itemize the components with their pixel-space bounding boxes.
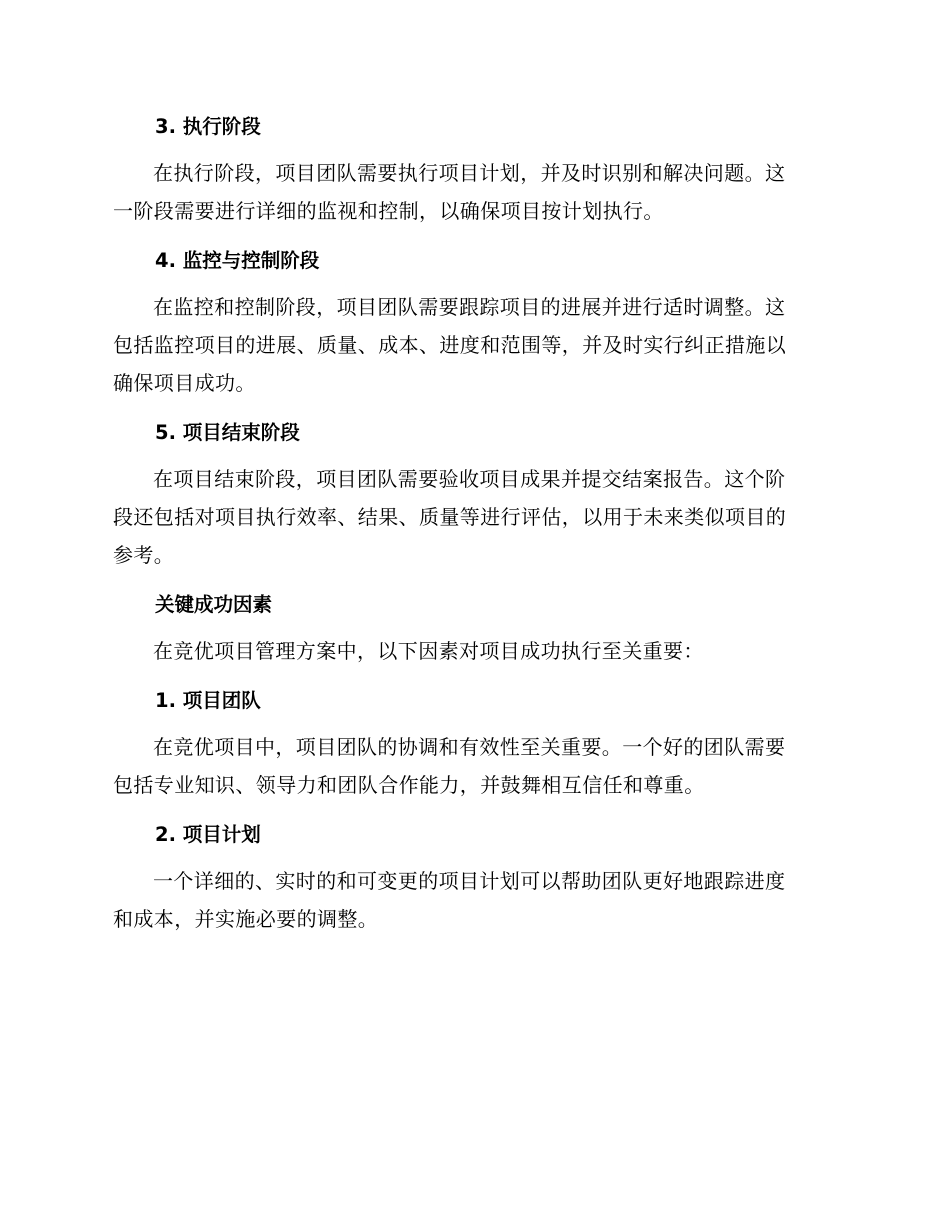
paragraph-line: 在执行阶段，项目团队需要执行项目计划，并及时识别和解决问题。这: [153, 161, 786, 185]
paragraph-line: 包括监控项目的进展、质量、成本、进度和范围等，并及时实行纠正措施以: [113, 333, 787, 357]
paragraph-line: 一个详细的、实时的和可变更的项目计划可以帮助团队更好地跟踪进度: [153, 869, 786, 893]
paragraph-line: 和成本，并实施必要的调整。: [113, 907, 379, 931]
section-heading-project-plan: 2. 项目计划: [155, 823, 261, 846]
document-body: [113, 108, 833, 950]
paragraph-line: 在竞优项目管理方案中，以下因素对项目成功执行至关重要：: [153, 639, 704, 663]
paragraph-line: 在竞优项目中，项目团队的协调和有效性至关重要。一个好的团队需要: [153, 735, 786, 759]
paragraph-line: 包括专业知识、领导力和团队合作能力，并鼓舞相互信任和尊重。: [113, 773, 705, 797]
paragraph-line: 一阶段需要进行详细的监视和控制，以确保项目按计划执行。: [113, 199, 664, 223]
paragraph-monitoring: [113, 288, 833, 402]
paragraph-project-team: [113, 728, 833, 804]
paragraph-line: 确保项目成功。: [113, 371, 256, 395]
section-heading-monitoring: 4. 监控与控制阶段: [155, 249, 320, 272]
paragraph-execution: [113, 154, 833, 230]
paragraph-line: 段还包括对项目执行效率、结果、质量等进行评估，以用于未来类似项目的: [113, 505, 787, 529]
paragraph-key-success-intro: [113, 632, 833, 670]
paragraph-closing: [113, 460, 833, 574]
section-heading-project-team: 1. 项目团队: [155, 689, 261, 712]
section-heading-execution: 3. 执行阶段: [155, 115, 261, 138]
section-heading-closing: 5. 项目结束阶段: [155, 421, 300, 444]
paragraph-line: 在项目结束阶段，项目团队需要验收项目成果并提交结案报告。这个阶: [153, 467, 786, 491]
paragraph-line: 参考。: [113, 543, 175, 567]
paragraph-line: 在监控和控制阶段，项目团队需要跟踪项目的进展并进行适时调整。这: [153, 295, 786, 319]
section-heading-key-success-factors: 关键成功因素: [155, 593, 273, 616]
paragraph-project-plan: [113, 862, 833, 938]
